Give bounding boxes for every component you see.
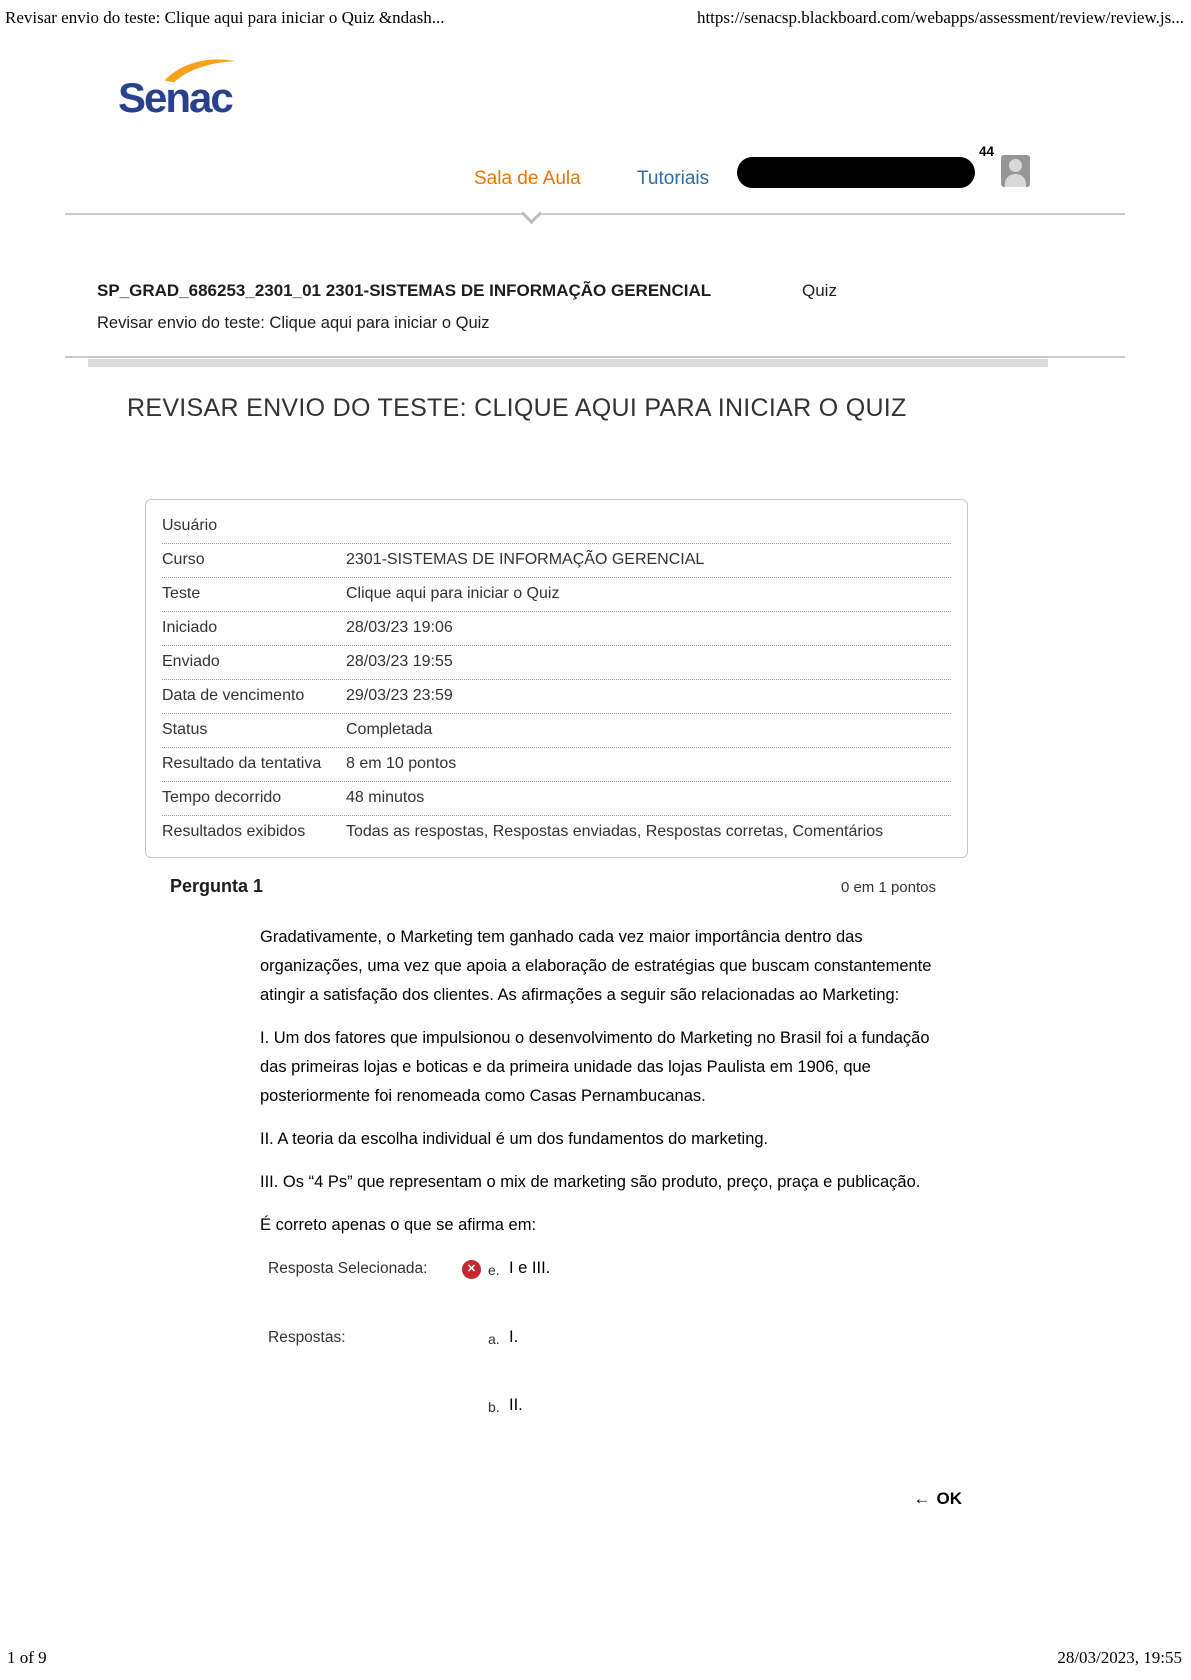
answer-row-a <box>268 1327 1191 1347</box>
info-value: 8 em 10 pontos <box>346 755 457 772</box>
submission-info-panel <box>145 499 968 858</box>
print-page-number: 1 of 9 <box>7 1648 47 1667</box>
answer-letter: a. <box>488 1331 500 1347</box>
info-label: Iniciado <box>162 619 218 636</box>
breadcrumb-context: Quiz <box>802 281 837 300</box>
info-label: Status <box>162 721 208 738</box>
question-paragraph: Gradativamente, o Marketing tem ganhado cada vez maior importância dentro das organizações, uma vez que apoia a elaboração de estratégias que buscam constantemente atingir a satisfação dos clientes. As afirmações a seguir são relacionadas ao Marketing: <box>260 928 932 1004</box>
info-label: Tempo decorrido <box>162 789 282 806</box>
question-header <box>170 876 936 897</box>
senac-logo-text: Senac <box>118 74 232 121</box>
answer-letter: b. <box>488 1399 500 1415</box>
breadcrumb <box>97 281 1191 303</box>
user-icon <box>1001 155 1030 187</box>
answer-row-b <box>268 1395 1191 1415</box>
incorrect-icon: ✕ <box>462 1260 481 1279</box>
info-label: Enviado <box>162 653 220 670</box>
info-label: Resultados exibidos <box>162 823 306 840</box>
info-row-teste <box>162 578 951 612</box>
section-divider <box>65 356 1125 358</box>
info-value: 2301-SISTEMAS DE INFORMAÇÃO GERENCIAL <box>346 551 705 568</box>
ok-button-label: OK <box>936 1489 962 1508</box>
question-paragraph: II. A teoria da escolha individual é um dos fundamentos do marketing. <box>260 1130 769 1148</box>
info-row-resultado <box>162 748 951 782</box>
question-paragraph: I. Um dos fatores que impulsionou o desenvolvimento do Marketing no Brasil foi a fundação das primeiras lojas e boticas e da primeira unidade das lojas Paulista em 1906, que posteriormente foi renomeada como Casas Pernambucanas. <box>260 1029 930 1105</box>
ok-button[interactable] <box>914 1489 963 1509</box>
back-arrow-icon: ← <box>913 1489 931 1508</box>
answer-text: I e III. <box>509 1259 551 1277</box>
info-label: Curso <box>162 551 205 568</box>
print-datetime: 28/03/2023, 19:55 <box>1057 1648 1182 1667</box>
answers-label: Respostas: <box>268 1329 346 1346</box>
info-row-vencimento <box>162 680 951 714</box>
info-row-usuario <box>162 510 951 544</box>
info-label: Usuário <box>162 517 218 534</box>
info-value: 48 minutos <box>346 789 425 806</box>
answers-section <box>268 1258 1191 1415</box>
content-shadow-strip <box>88 359 1048 367</box>
info-value: Completada <box>346 721 433 738</box>
info-value: Todas as respostas, Respostas enviadas, Respostas corretas, Comentários <box>346 823 884 840</box>
print-header <box>5 8 1184 28</box>
selected-answer-label: Resposta Selecionada: <box>268 1260 428 1277</box>
info-row-iniciado <box>162 612 951 646</box>
info-label: Teste <box>162 585 201 602</box>
answer-letter: e. <box>488 1262 500 1278</box>
question-points: 0 em 1 pontos <box>840 879 936 896</box>
info-label: Resultado da tentativa <box>162 755 322 772</box>
question-paragraph: É correto apenas o que se afirma em: <box>260 1216 537 1234</box>
redacted-user-name <box>737 157 975 188</box>
question-title: Pergunta 1 <box>170 876 264 896</box>
page-title: REVISAR ENVIO DO TESTE: CLIQUE AQUI PARA INICIAR O QUIZ <box>127 394 907 422</box>
info-label: Data de vencimento <box>162 687 305 704</box>
info-row-resultados-exibidos <box>162 816 951 849</box>
info-row-enviado <box>162 646 951 680</box>
answer-text: II. <box>509 1396 523 1414</box>
nav-sala-de-aula[interactable]: Sala de Aula <box>474 168 581 189</box>
info-value: 29/03/23 23:59 <box>346 687 453 704</box>
selected-answer-row <box>268 1258 1191 1279</box>
senac-logo[interactable] <box>118 56 240 119</box>
info-row-tempo <box>162 782 951 816</box>
print-footer <box>7 1648 1182 1668</box>
answer-text: I. <box>509 1328 519 1346</box>
print-title: Revisar envio do teste: Clique aqui para iniciar o Quiz &ndash... <box>5 8 445 27</box>
info-value: 28/03/23 19:55 <box>346 653 453 670</box>
info-value: 28/03/23 19:06 <box>346 619 453 636</box>
header-divider <box>65 213 1125 215</box>
question-paragraph: III. Os “4 Ps” que representam o mix de marketing são produto, preço, praça e publicação. <box>260 1173 921 1191</box>
info-value: Clique aqui para iniciar o Quiz <box>346 585 560 602</box>
question-body <box>260 923 942 1240</box>
info-row-curso <box>162 544 951 578</box>
breadcrumb-page-title: Revisar envio do teste: Clique aqui para iniciar o Quiz <box>97 314 490 332</box>
header-spacer <box>0 0 1191 281</box>
breadcrumb-course-link[interactable]: SP_GRAD_686253_2301_01 2301-SISTEMAS DE INFORMAÇÃO GERENCIAL <box>97 281 712 300</box>
nav-tutoriais[interactable]: Tutoriais <box>637 168 710 189</box>
print-url: https://senacsp.blackboard.com/webapps/assessment/review/review.js... <box>696 8 1184 27</box>
avatar[interactable] <box>1001 155 1030 187</box>
notification-count[interactable]: 44 <box>979 144 995 159</box>
info-row-status <box>162 714 951 748</box>
